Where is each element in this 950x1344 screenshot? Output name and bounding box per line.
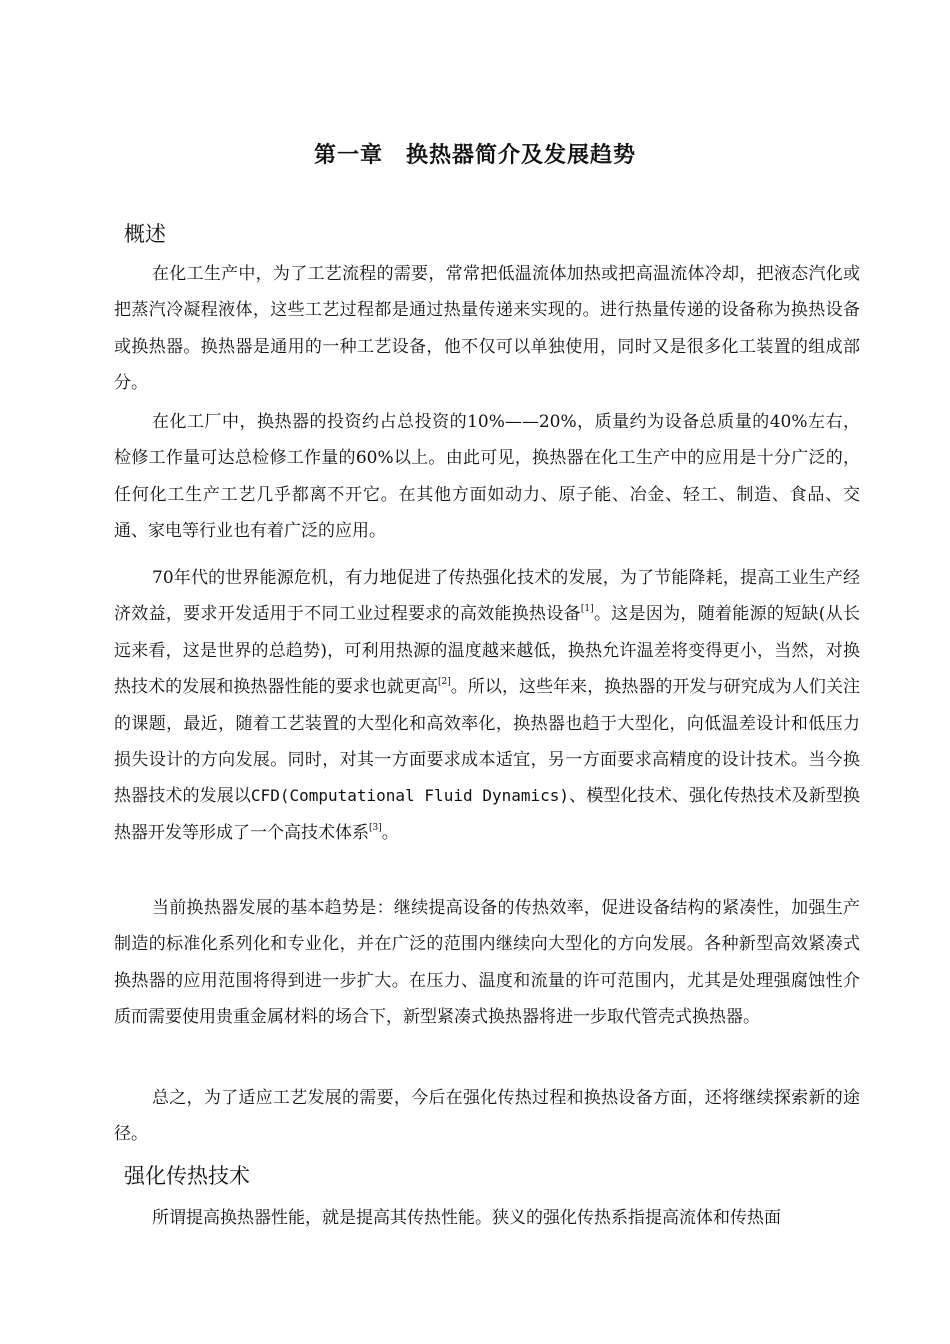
chapter-title: 第一章 换热器简介及发展趋势 <box>313 143 636 168</box>
paragraph-2: 在化工厂中，换热器的投资约占总投资的10%——20%，质量约为设备总质量的40%左右，检修工作量可达总检修工作量的60%以上。由此可见，换热器在化工生产中的应用是十分广泛的，任何化工生产工艺几乎都离不开它。在其他方面如动力、原子能、冶金、轻工、制造、食品、交通、家电等行业也有着广泛的应用。 <box>114 412 860 542</box>
paragraph-3-text-5: 。 <box>381 822 399 843</box>
paragraph-6: 所谓提高换热器性能，就是提高其传热性能。狭义的强化传热系指提高流体和传热面 <box>152 1208 781 1228</box>
paragraph-3-text-2: 。这是因为，随着能源的短缺(从长远来看，这是世界的总趋势)，可利用热源的温度越来越低，换热允许温差将变得更小，当然，对换热技术的发展和换热器性能的要求也就更高 <box>114 604 860 698</box>
paragraph-3-text-1: 70年代的世界能源危机，有力地促进了传热强化技术的发展，为了节能降耗，提高工业生产经济效益，要求开发适用于不同工业过程要求的高效能换热设备 <box>114 568 860 625</box>
paragraph-5: 总之，为了适应工艺发展的需要，今后在强化传热过程和换热设备方面，还将继续探索新的途径。 <box>114 1088 860 1145</box>
section-heading-heat-transfer-enhancement: 强化传热技术 <box>124 1164 250 1188</box>
cfd-term: CFD(Computational Fluid Dynamics) <box>250 786 570 806</box>
citation-ref-3: [3] <box>369 822 382 833</box>
paragraph-3-text-3: 。所以，这些年来，换热器的开发与研究成为人们关注的课题，最近，随着工艺装置的大型化和高效率化，换热器也趋于大型化，向低温差设计和低压力损失设计的方向发展。同时，对其一方面要求成本适宜，另一方面要求高精度的设计技术。当今换热器技术的发展以 <box>114 677 861 807</box>
citation-ref-1: [1] <box>580 604 594 615</box>
paragraph-3 <box>114 560 860 851</box>
paragraph-4: 当前换热器发展的基本趋势是：继续提高设备的传热效率，促进设备结构的紧凑性，加强生产制造的标准化系列化和专业化，并在广泛的范围内继续向大型化的方向发展。各种新型高效紧凑式换热器的应用范围将得到进一步扩大。在压力、温度和流量的许可范围内，尤其是处理强腐蚀性介质而需要使用贵重金属材料的场合下，新型紧凑式换热器将进一步取代管壳式换热器。 <box>114 898 860 1028</box>
paragraph-3-text-4: 、模型化技术、强化传热技术及新型换热器开发等形成了一个高技术体系 <box>114 786 861 843</box>
citation-ref-2: [2] <box>438 677 451 688</box>
section-heading-overview: 概述 <box>124 222 166 246</box>
paragraph-1: 在化工生产中，为了工艺流程的需要，常常把低温流体加热或把高温流体冷却，把液态汽化或把蒸汽冷凝程液体，这些工艺过程都是通过热量传递来实现的。进行热量传递的设备称为换热设备或换热器。换热器是通用的一种工艺设备，他不仅可以单独使用，同时又是很多化工装置的组成部分。 <box>114 264 860 394</box>
